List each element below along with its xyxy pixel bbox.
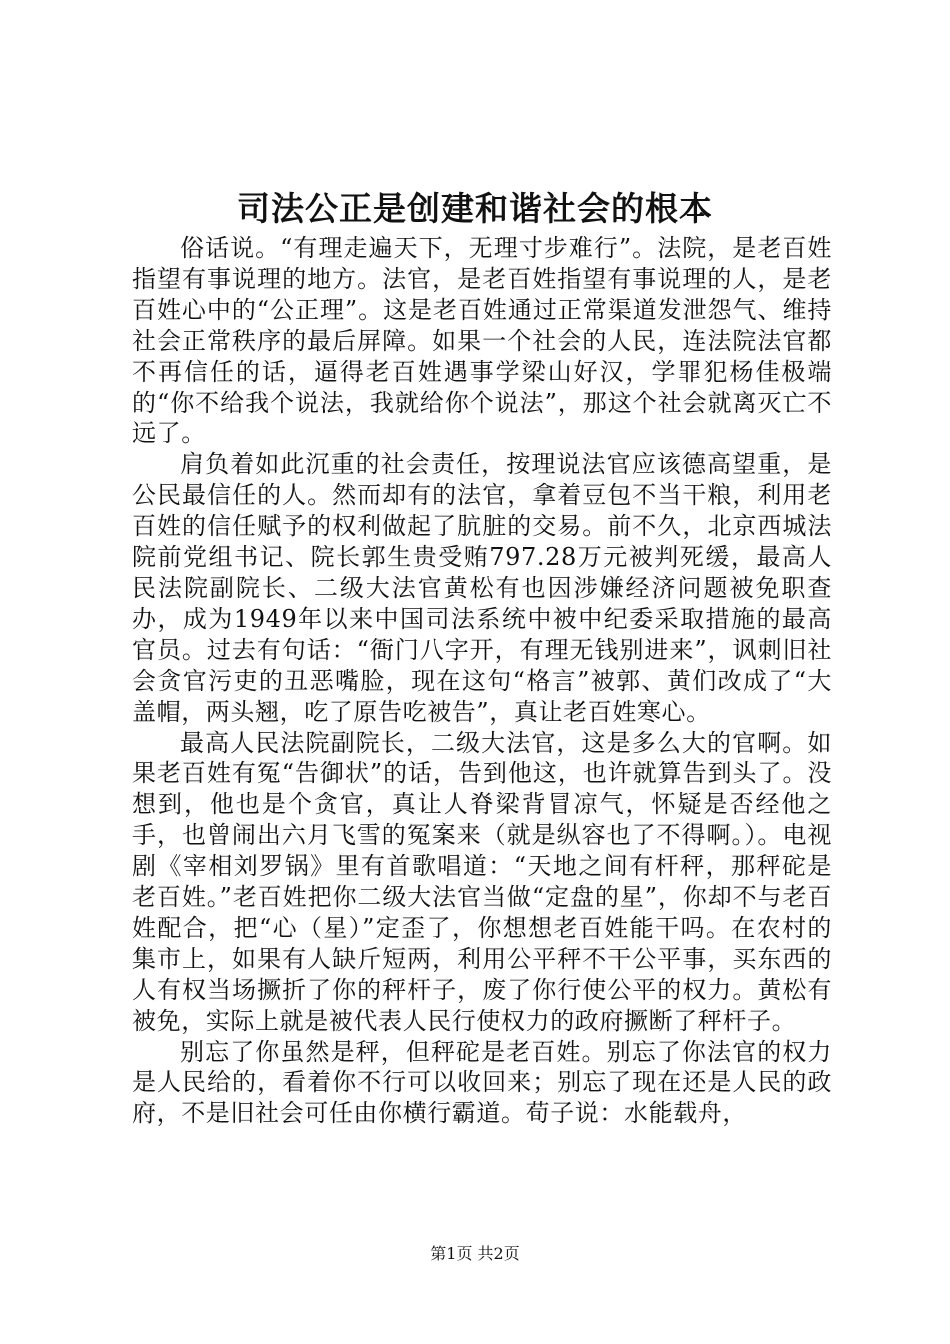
paragraph-2: 肩负着如此沉重的社会责任，按理说法官应该德高望重，是公民最信任的人。然而却有的法官，拿着豆包不当干粮，利用老百姓的信任赋予的权利做起了肮脏的交易。前不久，北京西城法院前党组书记、院长郭生贵受贿797.28万元被判死缓，最高人民法院副院长、二级大法官黄松有也因涉嫌经济问题被免职查办，成为1949年以来中国司法系统中被中纪委采取措施的最高官员。过去有句话：“衙门八字开，有理无钱别进来”，讽刺旧社会贪官污吏的丑恶嘴脸，现在这句“格言”被郭、黄们改成了“大盖帽，两头翘，吃了原告吃被告”，真让老百姓寒心。 — [132, 450, 832, 726]
paragraph-4: 别忘了你虽然是秤，但秤砣是老百姓。别忘了你法官的权力是人民给的，看着你不行可以收回来；别忘了现在还是人民的政府，不是旧社会可任由你横行霸道。荀子说：水能载舟， — [132, 1037, 832, 1128]
paragraph-1: 俗话说。“有理走遍天下，无理寸步难行”。法院，是老百姓指望有事说理的地方。法官，是老百姓指望有事说理的人，是老百姓心中的“公正理”。这是老百姓通过正常渠道发泄怨气、维持社会正常秩序的最后屏障。如果一个社会的人民，连法院法官都不再信任的话，逼得老百姓遇事学梁山好汉，学罪犯杨佳极端的“你不给我个说法，我就给你个说法”，那这个社会就离灭亡不远了。 — [132, 234, 832, 448]
document-title: 司法公正是创建和谐社会的根本 — [237, 189, 713, 228]
page-footer: 第1页 共2页 — [430, 1244, 520, 1263]
paragraph-3: 最高人民法院副院长，二级大法官，这是多么大的官啊。如果老百姓有冤“告御状”的话，告到他这，也许就算告到头了。没想到，他也是个贪官，真让人脊梁背冒凉气，怀疑是否经他之手，也曾闹出六月飞雪的冤案来（就是纵容也了不得啊。）。电视剧《宰相刘罗锅》里有首歌唱道：“天地之间有杆秤，那秤砣是老百姓。”老百姓把你二级大法官当做“定盘的星”，你却不与老百姓配合，把“心（星）”定歪了，你想想老百姓能干吗。在农村的集市上，如果有人缺斤短两，利用公平秤不干公平事，买东西的人有权当场撅折了你的秤杆子，废了你行使公平的权力。黄松有被免，实际上就是被代表人民行使权力的政府撅断了秤杆子。 — [132, 728, 832, 1035]
document-body — [132, 233, 832, 1129]
